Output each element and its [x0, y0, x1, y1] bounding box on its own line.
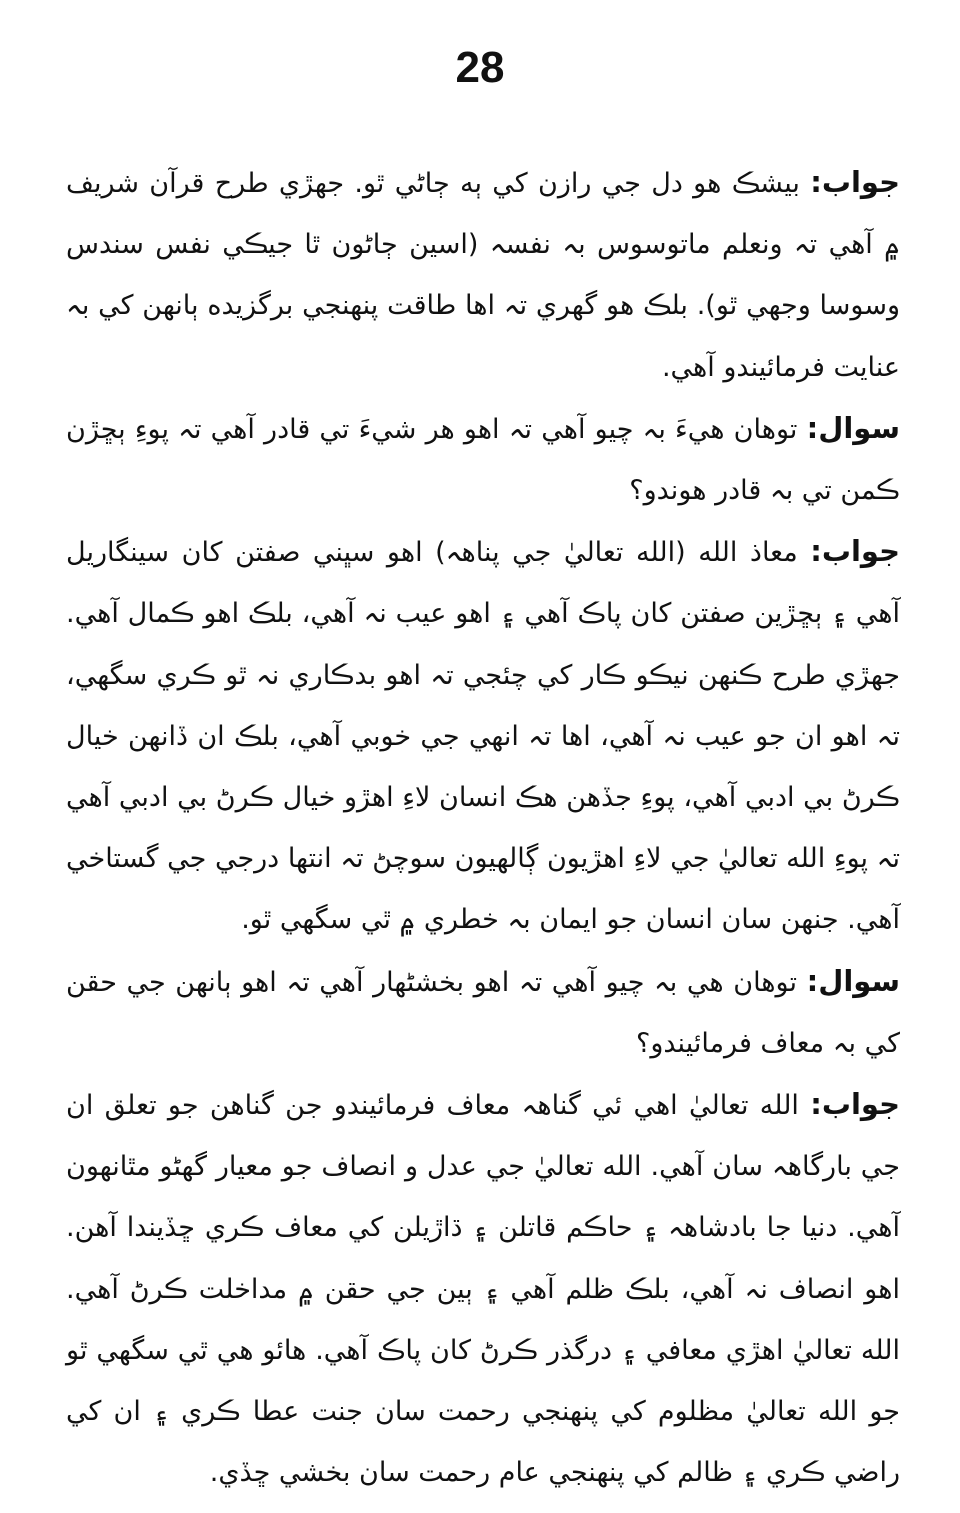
paragraph-text: توهان هي بہ چيو آهي تہ اهو بخشڻهار آهي تہ اهو ٻانهن جي حقن کي بہ معاف فرمائيندو؟	[66, 966, 900, 1059]
question-label: سوال:	[806, 963, 900, 998]
question-paragraph	[66, 951, 900, 1074]
paragraph-text: معاذ الله (الله تعاليٰ جي پناهہ) اهو سڀني صفتن کان سينگاريل آهي ۽ ٻڇڙين صفتن کان پاڪ آهي ۽ اهو عيب نہ آهي، بلڪ اهو ڪمال آهي. جهڙي طرح ڪنهن نيڪو ڪار کي چئجي تہ اهو بدڪاري نہ ٿو ڪري سگهي، تہ اهو ان جو عيب نہ آهي، اها تہ انهي جي خوبي آهي، بلڪ ان ڏانهن خيال ڪرڻ بي ادبي آهي، پوءِ جڏهن هڪ انسان لاءِ اهڙو خيال ڪرڻ بي ادبي آهي تہ پوءِ الله تعاليٰ جي لاءِ اهڙيون ڳالهيون سوچڻ تہ انتها درجي جي گستاخي آهي. جنهن سان انسان جو ايمان بہ خطري ۾ ٿي سگهي ٿو.	[66, 537, 900, 936]
paragraph-text: توهان هيءَ بہ چيو آهي تہ اهو هر شيءَ تي قادر آهي تہ پوءِ ٻڇڙن ڪمن تي بہ قادر هوندو؟	[66, 413, 900, 507]
question-paragraph	[66, 398, 900, 521]
paragraph-text: الله تعاليٰ اهي ئي گناهہ معاف فرمائيندو جن گناهن جو تعلق ان جي بارگاهہ سان آهي. الله تعاليٰ جي عدل و انصاف جو معيار گهڻو مٿانهون آهي. دنيا جا بادشاهہ ۽ حاڪم قاتلن ۽ ڌاڙيلن کي معاف ڪري ڇڏيندا آهن. اهو انصاف نہ آهي، بلڪ ظلم آهي ۽ ٻين جي حقن ۾ مداخلت ڪرڻ آهي. الله تعاليٰ اهڙي معافي ۽ درگذر ڪرڻ کان پاڪ آهي. هائو هي ٿي سگهي ٿو جو الله تعاليٰ مظلوم کي پنهنجي رحمت سان جنت عطا ڪري ۽ ان کي راضي ڪري ۽ ظالم کي پنهنجي عام رحمت سان بخشي ڇڏي.	[66, 1090, 900, 1489]
page-number: 28	[455, 43, 505, 92]
answer-label: جواب:	[810, 1087, 900, 1122]
paragraph-text: بيشڪ هو دل جي رازن کي ٻه ڄاڻي ٿو. جهڙي طرح قرآن شريف ۾ آهي تہ ونعلم ماتوسوس بہ نفسہ (اسين ڄاڻون ٿا جيڪي نفس سندس وسوسا وجهي ٿو). بلڪ هو گهري تہ اها طاقت پنهنجي برگزيده ٻانهن کي بہ عنايت فرمائيندو آهي.	[66, 168, 900, 383]
question-label: سوال:	[806, 410, 900, 445]
answer-paragraph	[66, 1074, 900, 1503]
page-body	[66, 152, 900, 1503]
answer-label: جواب:	[810, 534, 900, 569]
answer-paragraph	[66, 521, 900, 950]
answer-label: جواب:	[810, 165, 900, 199]
answer-paragraph	[66, 152, 900, 398]
